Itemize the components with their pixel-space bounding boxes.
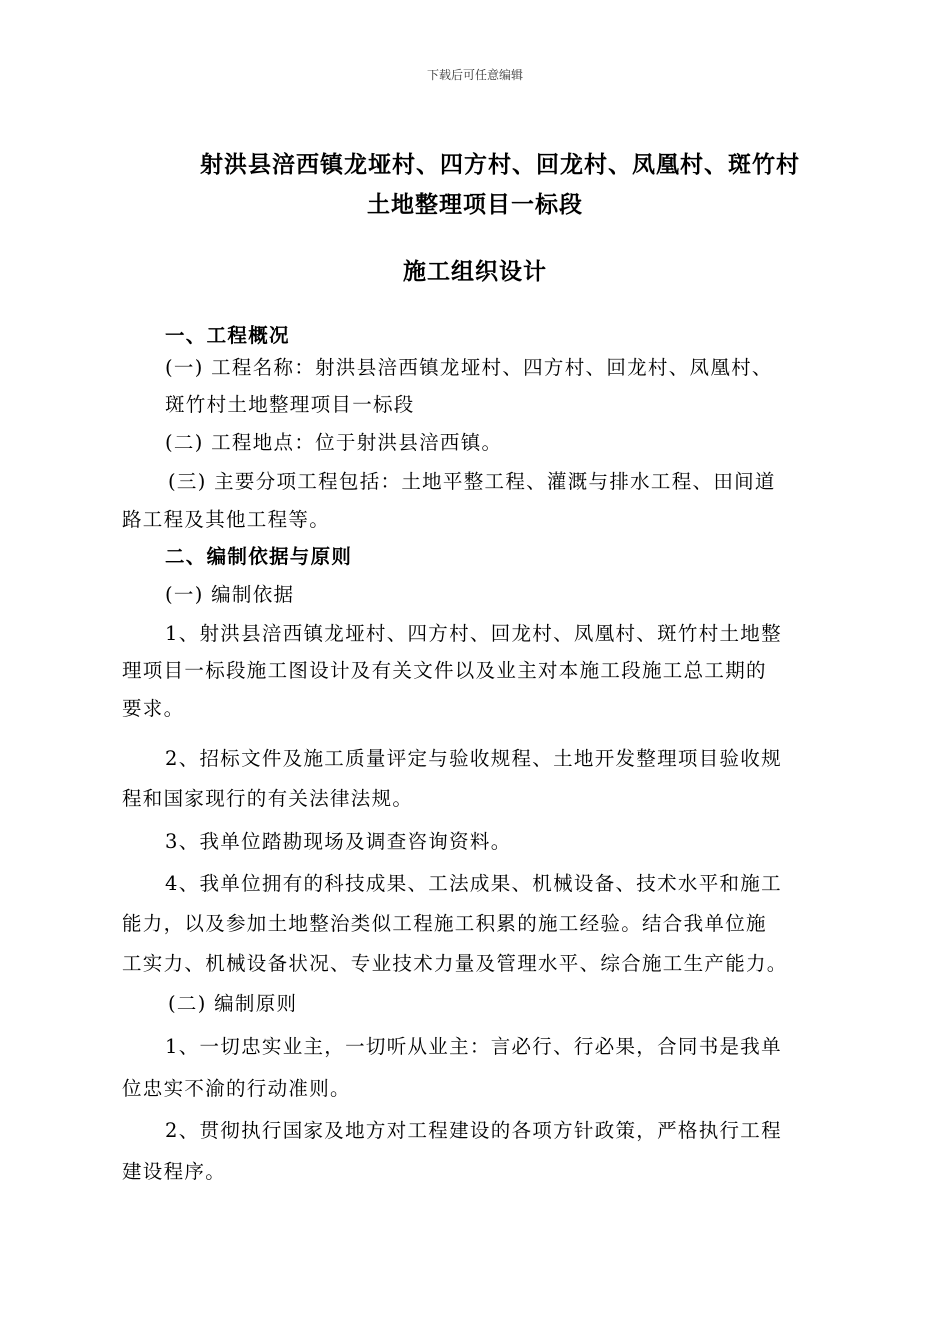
paragraph-line: 理项目一标段施工图设计及有关文件以及业主对本施工段施工总工期的 <box>122 659 767 682</box>
paragraph-line: 工实力、机械设备状况、专业技术力量及管理水平、综合施工生产能力。 <box>122 952 788 975</box>
section-heading: 二、编制依据与原则 <box>165 545 353 568</box>
document-title-line-1: 射洪县涪西镇龙垭村、四方村、回龙村、凤凰村、斑竹村 <box>200 151 800 178</box>
header-note: 下载后可任意编辑 <box>426 68 523 82</box>
paragraph-line: 4、我单位拥有的科技成果、工法成果、机械设备、技术水平和施工 <box>165 872 782 895</box>
paragraph-line: 2、招标文件及施工质量评定与验收规程、土地开发整理项目验收规 <box>165 747 782 770</box>
paragraph-line: (二) 工程地点：位于射洪县涪西镇。 <box>165 431 503 454</box>
paragraph-line: 路工程及其他工程等。 <box>122 508 331 531</box>
paragraph-line: 斑竹村土地整理项目一标段 <box>165 393 415 416</box>
document-title-line-3: 施工组织设计 <box>403 258 547 285</box>
paragraph-line: (一) 工程名称：射洪县涪西镇龙垭村、四方村、回龙村、凤凰村、 <box>165 356 773 379</box>
paragraph-line: (三) 主要分项工程包括：土地平整工程、灌溉与排水工程、田间道 <box>168 470 776 493</box>
paragraph-line: 1、射洪县涪西镇龙垭村、四方村、回龙村、凤凰村、斑竹村土地整 <box>165 622 782 645</box>
paragraph-line: 1、一切忠实业主，一切听从业主：言必行、行必果，合同书是我单 <box>165 1035 782 1058</box>
paragraph-line: 2、贯彻执行国家及地方对工程建设的各项方针政策，严格执行工程 <box>165 1119 782 1142</box>
subsection-heading: (二) 编制原则 <box>168 992 298 1015</box>
paragraph-line: 程和国家现行的有关法律法规。 <box>122 787 414 810</box>
paragraph-line: 要求。 <box>122 697 185 720</box>
paragraph-line: 3、我单位踏勘现场及调查咨询资料。 <box>165 830 512 853</box>
paragraph-line: 位忠实不渝的行动准则。 <box>122 1077 351 1100</box>
subsection-heading: (一) 编制依据 <box>165 583 295 606</box>
document-title-line-2: 土地整理项目一标段 <box>367 191 583 218</box>
paragraph-line: 能力，以及参加土地整治类似工程施工积累的施工经验。结合我单位施 <box>122 912 767 935</box>
paragraph-line: 建设程序。 <box>122 1160 227 1183</box>
section-heading: 一、工程概况 <box>165 324 290 347</box>
